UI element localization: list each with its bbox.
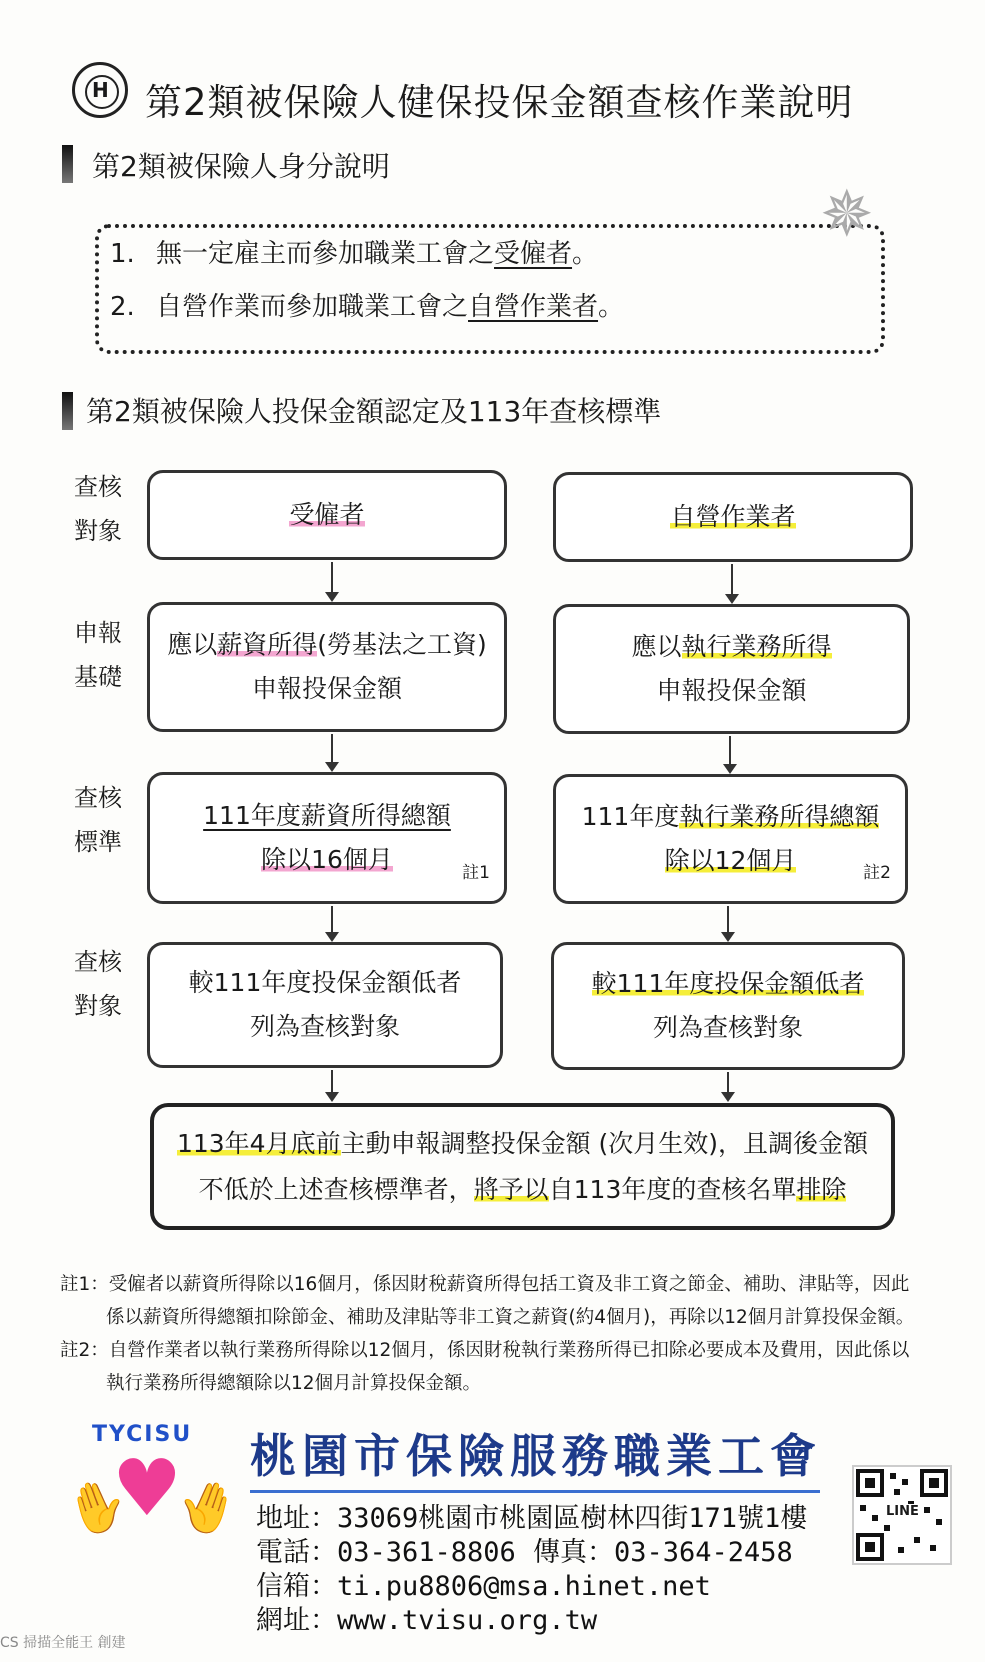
union-address: 地址：33069桃園市桃園區樹林四街171號1樓 xyxy=(256,1503,808,1534)
footnote-1-line-2: 係以薪資所得總額扣除節金、補助及津貼等非工資之薪資(約4個月)，再除以12個月計算投保金額。 xyxy=(106,1307,915,1328)
box-emphasis: 執行業務所得總額 xyxy=(679,802,880,831)
box-emphasis: 除以16個月 xyxy=(261,845,393,874)
box-self-employed xyxy=(553,472,913,562)
box-emphasis: 較111年度投保金額低者 xyxy=(591,969,865,998)
box-text: 111年度薪資所得總額 xyxy=(203,801,451,830)
row-label-line: 基礎 xyxy=(74,663,122,691)
box-employee-target xyxy=(147,942,503,1068)
arrow-down-icon xyxy=(727,906,729,940)
row-label-standard xyxy=(68,776,128,864)
footnote-2-line-1: 註2：自營作業者以執行業務所得除以12個月，係因財稅執行業務所得已扣除必要成本及費用，因此係以 xyxy=(60,1340,910,1361)
star-decoration-icon: ✵ xyxy=(820,178,874,252)
box-self-standard xyxy=(553,774,908,904)
final-text: 不低於上述查核標準者， xyxy=(198,1175,474,1204)
box-self-target xyxy=(551,942,905,1070)
row-label-line: 查核 xyxy=(74,473,122,501)
item-text: 自營作業而參加職業工會之 xyxy=(156,292,469,322)
box-self-basis xyxy=(553,604,910,734)
final-text: 自113年度的查核名單 xyxy=(548,1175,797,1204)
item-number: 1. xyxy=(110,239,135,269)
box-text: 自營作業者 xyxy=(670,502,796,531)
union-name: 桃園市保險服務職業工會 xyxy=(250,1429,822,1483)
box-emphasis: 除以12個月 xyxy=(664,846,797,875)
arrow-down-icon xyxy=(331,734,333,770)
row-label-target xyxy=(68,465,128,553)
box-emphasis: 執行業務所得 xyxy=(681,632,832,661)
final-emphasis: 113年4月底前 xyxy=(176,1129,341,1158)
footnote-2-line-2: 執行業務所得總額除以12個月計算投保金額。 xyxy=(106,1373,482,1394)
item-number: 2. xyxy=(110,292,135,322)
identity-item-1 xyxy=(110,233,598,270)
box-text: 應以 xyxy=(631,632,682,661)
row-label-line: 查核 xyxy=(74,948,122,976)
item-emphasis: 受僱者 xyxy=(494,239,573,269)
arrow-down-icon xyxy=(331,906,333,940)
item-text: 無一定雇主而參加職業工會之 xyxy=(156,239,495,269)
footnote-1-line-1: 註1：受僱者以薪資所得除以16個月，係因財稅薪資所得包括工資及非工資之節金、補助、津貼等，因此 xyxy=(60,1274,910,1295)
box-text: 111年度 xyxy=(581,802,680,831)
item-period: 。 xyxy=(598,292,625,322)
row-label-basis xyxy=(68,611,128,699)
arrow-down-icon xyxy=(731,564,733,602)
row-label-line: 申報 xyxy=(74,619,122,647)
union-divider xyxy=(250,1490,820,1493)
row-label-line: 對象 xyxy=(74,517,122,545)
note-tag: 註1 xyxy=(462,863,490,883)
arrow-down-icon xyxy=(729,736,731,772)
union-email: 信箱：ti.pu8806@msa.hinet.net xyxy=(256,1571,711,1602)
hand-left-icon: ✋ xyxy=(57,1469,137,1545)
box-text: 受僱者 xyxy=(289,500,365,529)
union-website: 網址：www.tvisu.org.tw xyxy=(256,1605,598,1636)
qr-label: LINE xyxy=(886,1504,919,1519)
section2-heading: 第2類被保險人投保金額認定及113年查核標準 xyxy=(86,395,662,428)
row-label-line: 對象 xyxy=(74,992,122,1020)
qr-code-icon xyxy=(852,1465,952,1565)
scanner-watermark: CS 掃描全能王 創建 xyxy=(0,1635,126,1651)
arrow-down-icon xyxy=(727,1072,729,1100)
nhi-logo-icon xyxy=(72,62,128,118)
heart-icon: ♥ xyxy=(112,1444,182,1534)
note-tag: 註2 xyxy=(863,863,891,883)
box-employee-basis xyxy=(147,602,507,732)
arrow-down-icon xyxy=(331,562,333,600)
row-label-target-2 xyxy=(68,940,128,1028)
row-label-line: 查核 xyxy=(74,784,122,812)
box-text: 較111年度投保金額低者 xyxy=(188,968,462,997)
box-text: 應以 xyxy=(167,630,218,659)
final-box xyxy=(150,1103,895,1230)
box-text: 申報投保金額 xyxy=(251,674,402,703)
page-title: 第2類被保險人健保投保金額查核作業說明 xyxy=(145,81,854,124)
box-text: 列為查核對象 xyxy=(652,1013,803,1042)
box-text: (勞基法之工資) xyxy=(317,630,487,659)
identity-item-2 xyxy=(110,286,624,323)
final-emphasis: 排除 xyxy=(796,1175,847,1204)
item-emphasis: 自營作業者 xyxy=(468,292,599,322)
final-emphasis: 將予以 xyxy=(473,1175,549,1204)
union-fax: 傳真：03-364-2458 xyxy=(533,1537,793,1568)
union-phone: 電話：03-361-8806 xyxy=(256,1537,516,1568)
box-text: 列為查核對象 xyxy=(249,1012,400,1041)
box-employee xyxy=(147,470,507,560)
hand-right-icon: ✋ xyxy=(168,1469,247,1545)
section-marker-icon xyxy=(62,145,73,183)
row-label-line: 標準 xyxy=(74,828,122,856)
section-marker-icon xyxy=(62,392,73,430)
box-employee-standard xyxy=(147,772,507,904)
final-text: 主動申報調整投保金額 (次月生效)，且調後金額 xyxy=(340,1129,869,1158)
item-period: 。 xyxy=(572,239,599,269)
section1-heading: 第2類被保險人身分說明 xyxy=(92,150,390,183)
box-emphasis: 薪資所得 xyxy=(217,630,318,659)
arrow-down-icon xyxy=(331,1070,333,1100)
union-logo-text: TYCISU xyxy=(92,1422,193,1447)
box-text: 申報投保金額 xyxy=(656,676,807,705)
